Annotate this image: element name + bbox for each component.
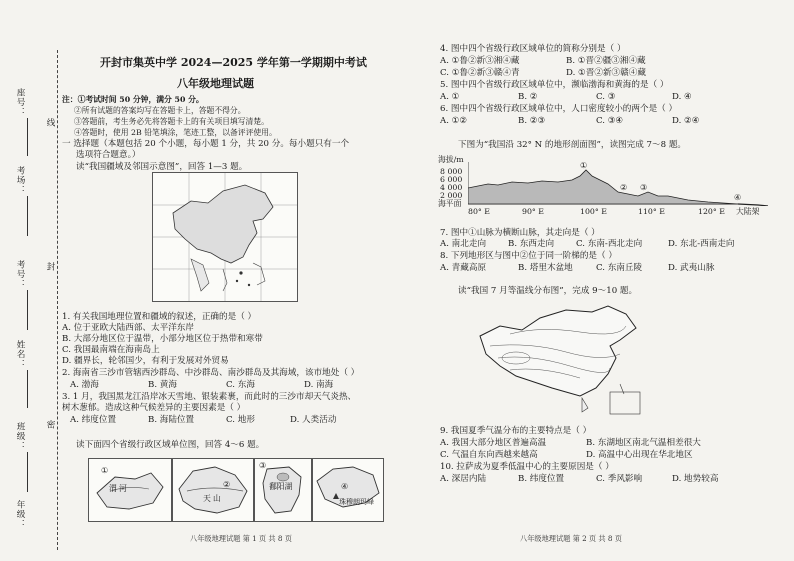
- q3-stem: 3. 1 月，我国黑龙江沿岸冰天雪地、银装素裹，而此时的三沙市却天气炎热、: [62, 392, 357, 402]
- note-2: ②所有试题的答案均写在答题卡上，答题不得分。: [74, 106, 246, 115]
- map-intro: 读“我国疆域及邻国示意图”，回答 1—3 题。: [76, 162, 248, 172]
- terrain-profile: [438, 154, 774, 220]
- province-2-mountain-1: 天: [203, 494, 211, 503]
- profile-marker-2: ②: [620, 183, 627, 192]
- field-grade: 年级：: [15, 500, 25, 529]
- q46-intro: 读下面四个省级行政区域单位图，回答 4～6 题。: [76, 440, 265, 450]
- province-1-river-2: 河: [119, 484, 127, 493]
- q1-stem: 1. 有关我国地理位置和疆域的叙述，正确的是（ ）: [62, 312, 257, 322]
- q4-option-d: D. ①晋②新③赣④藏: [566, 68, 646, 78]
- field-room: 考场：: [15, 166, 25, 195]
- q3-stem-2: 树木葱郁。造成这种气候差异的主要因素是（ ）: [62, 403, 246, 413]
- q3-option-c: C. 地形: [226, 415, 255, 425]
- q1-option-c: C. 我国最南端在海南岛上: [62, 345, 160, 355]
- profile-xtick-110: 110° E: [638, 207, 665, 216]
- exam-title: 开封市集英中学 2024—2025 学年第一学期期中考试: [100, 56, 367, 69]
- profile-xtick-120: 120° E: [698, 207, 725, 216]
- q3-option-d: D. 人类活动: [290, 415, 337, 425]
- profile-marker-3: ③: [640, 183, 647, 192]
- profile-xtick-80: 80° E: [468, 207, 490, 216]
- province-3-lake: 鄱阳湖: [269, 482, 293, 491]
- q7-option-d: D. 东北-西南走向: [668, 239, 735, 249]
- province-2-number: ②: [223, 480, 230, 489]
- q5-option-d: D. ④: [672, 92, 692, 102]
- field-class: 班级：: [15, 422, 25, 451]
- mark-xian: 线: [45, 118, 55, 128]
- province-map-4: [312, 458, 384, 522]
- profile-marker-1: ①: [580, 161, 587, 170]
- q8-option-c: C. 东南丘陵: [596, 263, 643, 273]
- q1-option-b: B. 大部分地区位于温带，小部分地区位于热带和寒带: [62, 334, 263, 344]
- field-number: 考号：: [15, 260, 25, 289]
- field-name: 姓名：: [15, 340, 25, 369]
- q2-option-a: A. 渤海: [70, 380, 99, 390]
- province-map-1: [88, 458, 172, 522]
- q7-option-b: B. 东西走向: [508, 239, 555, 249]
- q2-option-d: D. 南海: [304, 380, 334, 390]
- china-territory-map: [152, 172, 298, 302]
- q4-option-b: B. ①晋②疆③湘④藏: [566, 56, 646, 66]
- q6-option-d: D. ②④: [672, 116, 700, 126]
- profile-shelf-label: 大陆架: [736, 207, 760, 216]
- footer-page-2: 八年级地理试题 第 2 页 共 8 页: [520, 534, 622, 543]
- july-isotherm-map: [470, 296, 650, 416]
- note-4: ④答题时，使用 2B 铅笔填涂，笔迹工整，以备评评使用。: [74, 128, 277, 137]
- q4-option-c: C. ①鲁②新③赣④青: [440, 68, 520, 78]
- province-3-number: ③: [259, 461, 266, 470]
- q10-stem: 10. 拉萨成为夏季低温中心的主要原因是（ ）: [440, 462, 614, 472]
- q7-stem: 7. 图中①山脉为横断山脉，其走向是（ ）: [440, 228, 600, 238]
- q7-option-a: A. 南北走向: [440, 239, 487, 249]
- q7-option-c: C. 东南-西北走向: [576, 239, 643, 249]
- q4-option-a: A. ①鲁②新③湘④藏: [440, 56, 520, 66]
- province-2-mountain-2: 山: [213, 494, 221, 503]
- q10-option-c: C. 季风影响: [596, 474, 643, 484]
- mark-feng: 封: [45, 262, 55, 272]
- q6-option-b: B. ②③: [518, 116, 546, 126]
- name-underline: [27, 370, 28, 408]
- q6-stem: 6. 图中四个省级行政区域单位中，人口密度较小的两个是（ ）: [440, 104, 678, 114]
- profile-xtick-90: 90° E: [522, 207, 544, 216]
- province-1-number: ①: [101, 466, 108, 475]
- note-3: ③答题前，考生务必先将答题卡上的有关项目填写清楚。: [74, 117, 269, 126]
- exam-subtitle: 八年级地理试题: [177, 77, 254, 90]
- profile-xtick-100: 100° E: [580, 207, 607, 216]
- q8-option-b: B. 塔里木盆地: [518, 263, 573, 273]
- section1-heading: 一 选择题（本题包括 20 个小题，每小题 1 分，共 20 分。每小题只有一个: [62, 139, 350, 149]
- q8-option-d: D. 武夷山脉: [668, 263, 715, 273]
- note-1: 注：①考试时间 50 分钟，满分 50 分。: [62, 95, 204, 104]
- q6-option-a: A. ①②: [440, 116, 468, 126]
- profile-ytick-4000: 4 000: [440, 183, 463, 192]
- q910-intro: 读“我国 7 月等温线分布图”，完成 9～10 题。: [458, 286, 638, 296]
- q2-stem: 2. 海南省三沙市管辖西沙群岛、中沙群岛、南沙群岛及其海域，该市地处（ ）: [62, 368, 360, 378]
- class-underline: [27, 452, 28, 492]
- footer-page-1: 八年级地理试题 第 1 页 共 8 页: [190, 534, 292, 543]
- q78-intro: 下图为“我国沿 32° N 的地形剖面图”，读图完成 7～8 题。: [458, 140, 687, 150]
- q3-option-a: A. 纬度位置: [70, 415, 117, 425]
- profile-ytick-6000: 6 000: [440, 175, 463, 184]
- q9-stem: 9. 我国夏季气温分布的主要特点是（ ）: [440, 426, 592, 436]
- field-seat: 座号：: [15, 88, 25, 117]
- q9-option-b: B. 东湖地区南北气温相差很大: [586, 438, 701, 448]
- profile-marker-4: ④: [734, 193, 741, 202]
- province-map-2: [172, 458, 254, 522]
- q5-option-b: B. ②: [518, 92, 538, 102]
- province-4-peak: 珠穆朗玛峰: [339, 498, 374, 506]
- q4-stem: 4. 图中四个省级行政区域单位的简称分别是（ ）: [440, 44, 626, 54]
- q10-option-a: A. 深居内陆: [440, 474, 487, 484]
- q8-option-a: A. 青藏高原: [440, 263, 487, 273]
- q10-option-b: B. 纬度位置: [518, 474, 565, 484]
- q10-option-d: D. 地势较高: [672, 474, 719, 484]
- profile-ytick-sea: 海平面: [438, 199, 462, 208]
- province-map-3: [254, 458, 312, 522]
- profile-ylabel: 海拔/m: [438, 155, 464, 164]
- q9-option-a: A. 我国大部分地区普遍高温: [440, 438, 547, 448]
- q3-option-b: B. 海陆位置: [148, 415, 195, 425]
- q9-option-d: D. 高温中心出现在华北地区: [586, 450, 693, 460]
- province-1-river-1: 渭: [109, 484, 117, 493]
- q8-stem: 8. 下列地形区与图中②位于同一阶梯的是（ ）: [440, 251, 617, 261]
- q6-option-c: C. ③④: [596, 116, 624, 126]
- mark-mi: 密: [45, 420, 55, 430]
- q5-stem: 5. 图中四个省级行政区域单位中，濒临渤海和黄海的是（ ）: [440, 80, 669, 90]
- q2-option-b: B. 黄海: [148, 380, 177, 390]
- q9-option-c: C. 气温自东向西越来越高: [440, 450, 538, 460]
- seat-underline: [27, 118, 28, 156]
- number-underline: [27, 290, 28, 330]
- seal-line: [57, 50, 58, 550]
- q5-option-c: C. ③: [596, 92, 616, 102]
- profile-ytick-2000: 2 000: [440, 191, 463, 200]
- q5-option-a: A. ①: [440, 92, 460, 102]
- q1-option-a: A. 位于亚欧大陆西部、太平洋东岸: [62, 323, 194, 333]
- section1-heading-2: 选项符合题意。）: [76, 150, 141, 160]
- profile-ytick-8000: 8 000: [440, 167, 463, 176]
- q1-option-d: D. 疆界长，轮邻国少，有利于发展对外贸易: [62, 356, 229, 366]
- room-underline: [27, 196, 28, 236]
- province-4-number: ④: [341, 482, 348, 491]
- q2-option-c: C. 东海: [226, 380, 255, 390]
